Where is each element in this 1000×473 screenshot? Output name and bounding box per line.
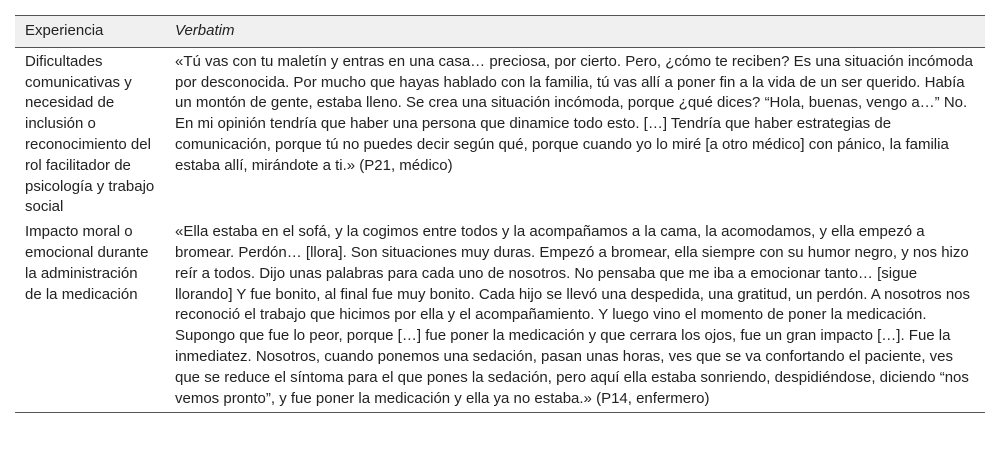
table-row [15, 47, 985, 218]
header-verbatim: Verbatim [165, 16, 985, 48]
table-header [15, 16, 985, 48]
header-experiencia: Experiencia [15, 16, 165, 48]
table-row [15, 218, 985, 413]
table-body [15, 47, 985, 413]
cell-verbatim: «Ella estaba en el sofá, y la cogimos entre todos y la acompañamos a la cama, la acomodamos, y ella empezó a bromear. Perdón… [llora]. Son situaciones muy duras. Empezó a bromear, ella siempre con su humor negro, y nos hizo reír a todos. Dijo unas palabras para cada uno de nosotros. No pensaba que me iba a emocionar tanto… [sigue llorando] Y fue bonito, al final fue muy bonito. Cada hijo se llevó una despedida, una gratitud, un perdón. A nosotros nos reconoció el trabajo que hicimos por ella y el acompañamiento. Y luego vino el momento de poner la medicación. Supongo que fue lo peor, porque […] fue poner la medicación y que cerrara los ojos, fue un gran impacto […]. Fue la inmediatez. Nosotros, cuando ponemos una sedación, pasan unas horas, ves que se va confortando el paciente, ves que se reduce el síntoma para el que pones la sedación, pero aquí ella estaba sonriendo, despidiéndose, diciendo “nos vemos pronto”, y fue poner la medicación y ella ya no estaba.» (P14, enfermero) [165, 218, 985, 413]
cell-experiencia: Dificultades comunicativas y necesidad de inclusión o reconocimiento del rol facilitador de psicología y trabajo social [25, 52, 155, 216]
verbatim-table [15, 15, 985, 413]
cell-experiencia: Impacto moral o emocional durante la administración de la medicación [15, 218, 165, 413]
cell-verbatim: «Tú vas con tu maletín y entras en una casa… preciosa, por cierto. Pero, ¿cómo te reciben? Es una situación incómoda por desconocida. Por mucho que hayas hablado con la familia, tú vas allí a poner fin a la vida de un ser querido. Había un montón de gente, estaba lleno. Se crea una situación incómoda, porque ¿qué dices? “Hola, buenas, vengo a…” No. En mi opinión tendría que haber una persona que dinamice todo esto. […] Tendría que haber estrategias de comunicación, porque tú no puedes decir según qué, porque cuando yo lo miré [a otro médico] con pánico, la familia estaba allí, mirándote a ti.» (P21, médico) [175, 52, 973, 174]
header-row [15, 16, 985, 48]
